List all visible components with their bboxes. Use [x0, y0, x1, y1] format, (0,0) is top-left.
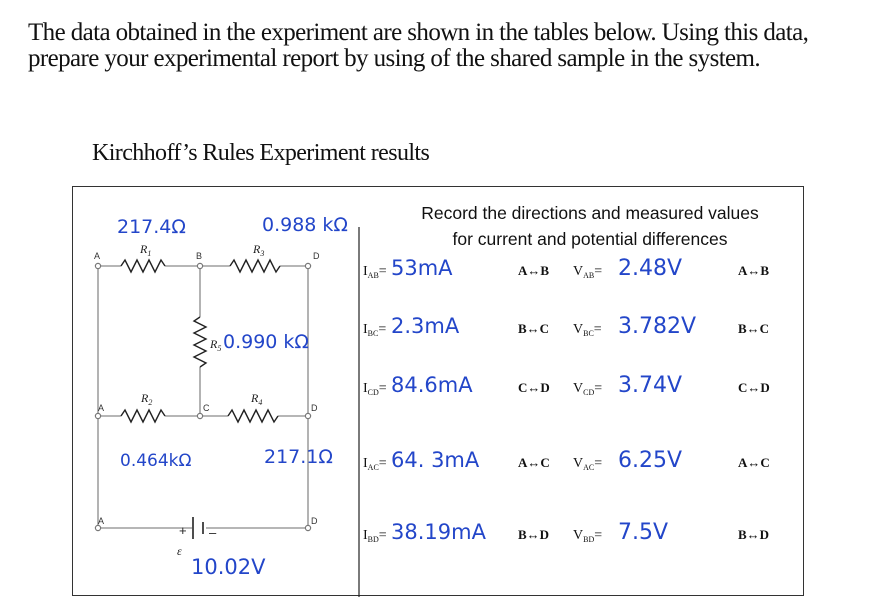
current-label: $I_{BC}=$: [363, 322, 387, 338]
voltage-direction: B↔D: [738, 527, 770, 542]
current-label: $I_{AC}=$: [363, 456, 387, 472]
current-value: 2.3mA: [391, 314, 460, 338]
section-subtitle: Kirchhoff’s Rules Experiment results: [92, 140, 430, 166]
voltage-value: 7.5V: [618, 520, 669, 545]
current-direction: A↔C: [518, 455, 550, 470]
voltage-direction: C↔D: [738, 380, 770, 395]
current-label: $I_{BD}=$: [363, 528, 387, 544]
current-value: 84.6mA: [391, 373, 473, 397]
node-d-label-bottom: D: [311, 516, 318, 526]
current-value: 53mA: [391, 256, 453, 280]
r2-value: 0.464kΩ: [120, 451, 192, 471]
battery-plus: +: [179, 523, 187, 538]
record-heading-line1: Record the directions and measured values: [421, 203, 759, 223]
current-value: 38.19mA: [391, 520, 486, 544]
voltage-label: $V_{BD}=$: [573, 528, 603, 544]
current-label: $I_{AB}=$: [363, 264, 387, 280]
node-b-label: B: [196, 251, 203, 261]
r5-value: 0.990 kΩ: [223, 331, 309, 353]
emf-value: 10.02V: [191, 555, 266, 579]
r5-label: $R_5$: [210, 337, 222, 353]
voltage-label: $V_{CD}=$: [573, 381, 603, 397]
voltage-label: $V_{AC}=$: [573, 456, 603, 472]
current-direction: B↔C: [518, 321, 550, 336]
voltage-direction: B↔C: [738, 321, 770, 336]
r3-value: 0.988 kΩ: [262, 214, 348, 236]
voltage-direction: A↔C: [738, 455, 770, 470]
current-direction: A↔B: [518, 263, 550, 278]
record-heading: [380, 200, 800, 252]
voltage-value: 3.74V: [618, 373, 683, 398]
node-c-label: C: [203, 403, 210, 413]
node-a-label-bottom: A: [98, 516, 105, 526]
node-a-label: A: [94, 251, 101, 261]
r2-label: $R_2$: [141, 391, 153, 407]
voltage-value: 6.25V: [618, 448, 683, 473]
voltage-value: 3.782V: [618, 314, 697, 339]
intro-paragraph: The data obtained in the experiment are shown in the tables below. Using this data, prepare your experimental report by using of the shared sample in the system.: [28, 19, 809, 72]
node-a-label-mid: A: [98, 403, 105, 413]
voltage-label: $V_{AB}=$: [573, 264, 603, 280]
r3-label: $R_3$: [253, 242, 265, 258]
r4-label: $R_4$: [251, 391, 263, 407]
r1-label: $R_1$: [140, 242, 152, 258]
battery-minus: –: [209, 525, 217, 540]
voltage-value: 2.48V: [618, 256, 683, 281]
emf-symbol: ε: [177, 544, 182, 558]
r1-value: 217.4Ω: [117, 216, 186, 238]
current-label: $I_{CD}=$: [363, 381, 387, 397]
voltage-direction: A↔B: [738, 263, 770, 278]
current-value: 64. 3mA: [391, 448, 480, 472]
r4-value: 217.1Ω: [264, 446, 333, 468]
current-direction: C↔D: [518, 380, 550, 395]
node-d-label: D: [313, 251, 320, 261]
current-direction: B↔D: [518, 527, 550, 542]
voltage-label: $V_{BC}=$: [573, 322, 602, 338]
record-heading-line2: for current and potential differences: [452, 229, 728, 249]
node-d-label-mid: D: [311, 403, 318, 413]
